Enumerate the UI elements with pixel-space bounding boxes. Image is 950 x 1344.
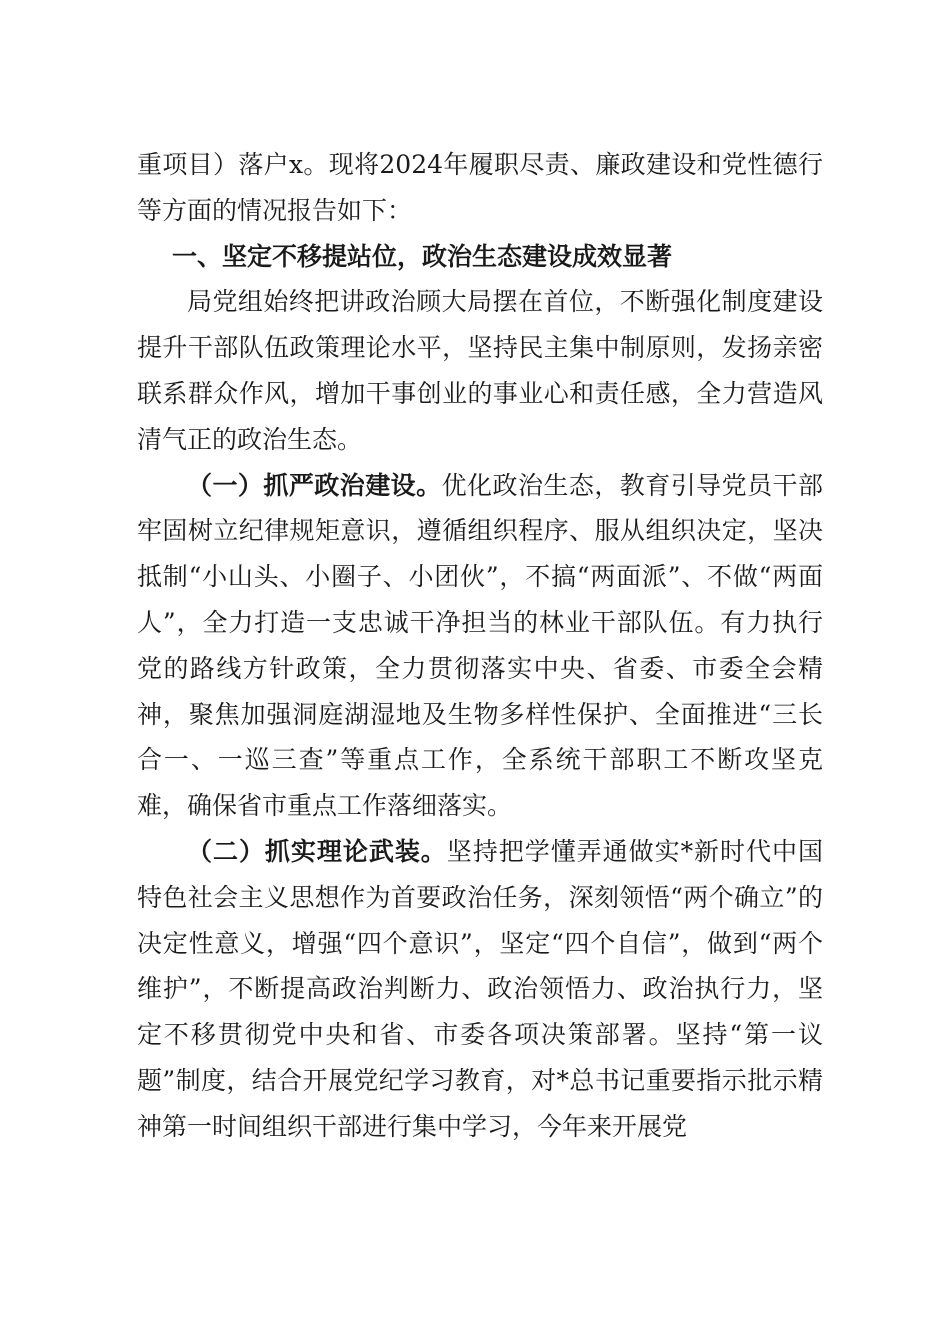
subsection-2 xyxy=(137,829,823,1150)
document-body xyxy=(137,142,823,1150)
paragraph-1: 局党组始终把讲政治顾大局摆在首位，不断强化制度建设提升干部队伍政策理论水平，坚持民主集中制原则，发扬亲密联系群众作风，增加干事创业的事业心和责任感，全力营造风清气正的政治生态。 xyxy=(137,287,823,454)
subsection-2-lead: （二）抓实理论武装。 xyxy=(187,836,447,866)
subsection-2-body: 坚持把学懂弄通做实*新时代中国特色社会主义思想作为首要政治任务，深刻领悟“两个确立”的决定性意义，增强“四个意识”，坚定“四个自信”，做到“两个维护”，不断提高政治判断力、政治领悟力、政治执行力，坚定不移贯彻党中央和省、市委各项决策部署。坚持“第一议题”制度，结合开展党纪学习教育，对*总书记重要指示批示精神第一时间组织干部进行集中学习，今年来开展党 xyxy=(137,836,823,1141)
subsection-1 xyxy=(137,463,823,829)
subsection-1-body: 优化政治生态，教育引导党员干部牢固树立纪律规矩意识，遵循组织程序、服从组织决定，坚决抵制“小山头、小圈子、小团伙”，不搞“两面派”、不做“两面人”，全力打造一支忠诚干净担当的林业干部队伍。有力执行党的路线方针政策，全力贯彻落实中央、省委、市委全会精神，聚焦加强洞庭湖湿地及生物多样性保护、全面推进“三长合一、一巡三查”等重点工作，全系统干部职工不断攻坚克难，确保省市重点工作落细落实。 xyxy=(137,470,823,821)
subsection-1-lead: （一）抓严政治建设。 xyxy=(187,470,442,500)
intro-paragraph: 重项目）落户x。现将2024年履职尽责、廉政建设和党性德行等方面的情况报告如下： xyxy=(137,150,823,225)
section-heading-1: 一、坚定不移提站位，政治生态建设成效显著 xyxy=(172,241,673,271)
